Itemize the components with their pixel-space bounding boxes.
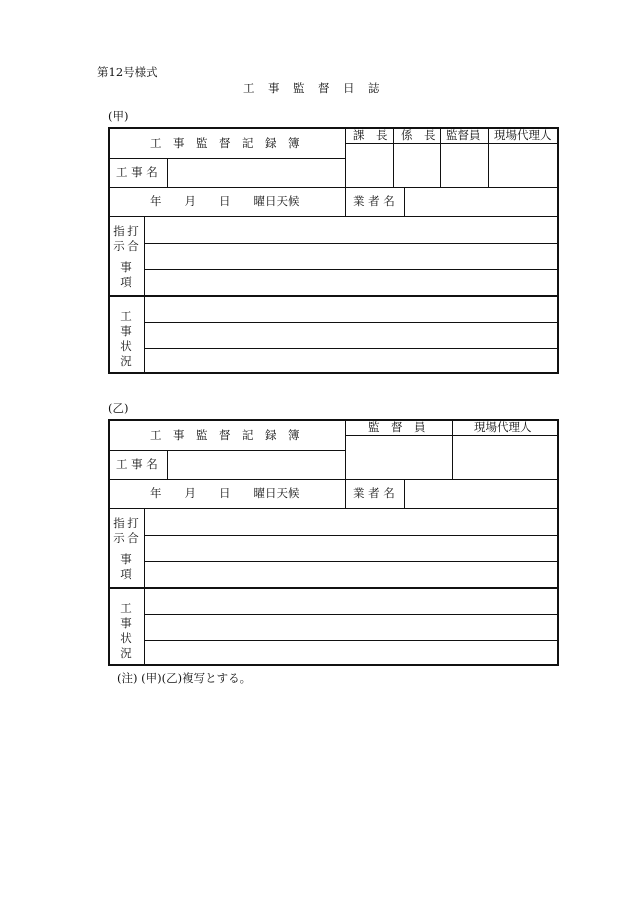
instruction-label-col2: 打合 [127, 516, 139, 545]
instruction-label-col3: 事項 [120, 552, 132, 581]
contractor-label: 業 者 名 [353, 194, 395, 208]
approval-header-genba-dairinin: 現場代理人 [494, 128, 552, 142]
sheet-otsu-label: (乙) [108, 401, 129, 415]
approval-header-kantokuin: 監督員 [446, 128, 481, 142]
page-title: 工 事 監 督 日 誌 [243, 81, 381, 95]
record-book-label: 工 事 監 督 記 録 簿 [150, 136, 300, 150]
approval-header-kantokuin: 監 督 員 [368, 420, 426, 434]
date-weather-label: 年 月 日 曜日天候 [150, 194, 300, 208]
form-number: 第12号様式 [97, 65, 158, 79]
sheet-kou-label: (甲) [108, 109, 129, 123]
approval-header-genba-dairinin: 現場代理人 [474, 420, 532, 434]
status-label: 工事状況 [120, 309, 132, 368]
instruction-label-col3: 事項 [120, 260, 132, 289]
date-weather-label: 年 月 日 曜日天候 [150, 486, 300, 500]
sheet-kou-form [108, 127, 559, 374]
project-name-label: 工 事 名 [116, 165, 158, 179]
instruction-label-col1: 指示 [113, 516, 125, 545]
approval-header-kakaricho: 係 長 [401, 128, 436, 142]
footnote: (注) (甲)(乙)複写とする。 [117, 671, 252, 685]
status-label: 工事状況 [120, 601, 132, 660]
approval-header-kacho: 課 長 [353, 128, 388, 142]
project-name-label: 工 事 名 [116, 457, 158, 471]
instruction-label-col1: 指示 [113, 224, 125, 253]
record-book-label: 工 事 監 督 記 録 簿 [150, 428, 300, 442]
sheet-otsu-form [108, 419, 559, 666]
contractor-label: 業 者 名 [353, 486, 395, 500]
instruction-label-col2: 打合 [127, 224, 139, 253]
